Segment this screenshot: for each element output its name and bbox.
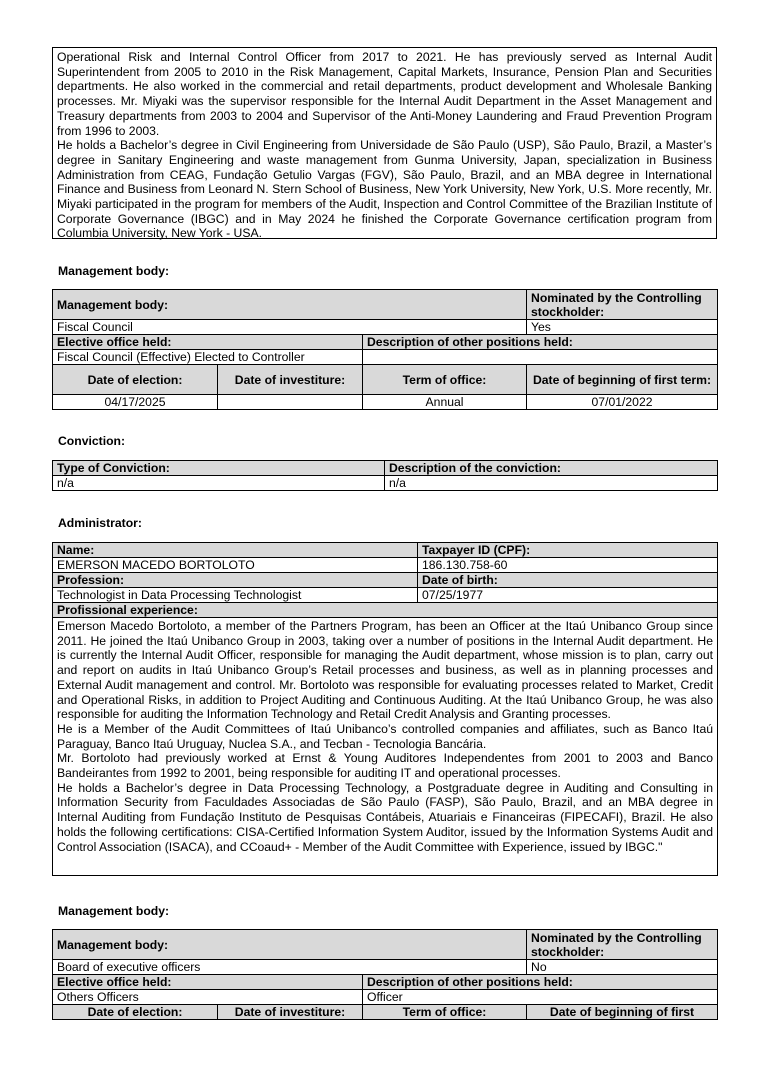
term-of-office-2-header: Term of office: bbox=[363, 1005, 527, 1020]
conviction-type-header: Type of Conviction: bbox=[53, 461, 385, 476]
management-body-2-value: Board of executive officers bbox=[53, 960, 527, 975]
administrator-table bbox=[52, 542, 718, 876]
other-positions-2-value: Officer bbox=[363, 990, 718, 1005]
elective-office-header: Elective office held: bbox=[53, 335, 363, 350]
management-body-2-header: Management body: bbox=[53, 930, 527, 960]
investiture-date-header: Date of investiture: bbox=[218, 365, 363, 395]
management-body-value: Fiscal Council bbox=[53, 320, 527, 335]
profession-value: Technologist in Data Processing Technologist bbox=[53, 588, 418, 603]
experience-paragraph-2: He is a Member of the Audit Committees of Itaú Unibanco’s controlled companies and affiliates, such as Banco Itaú Paraguay, Banco Itaú Uruguay, Nuclea S.A., and Tecban - Tecnologia Bancária. bbox=[57, 721, 713, 751]
experience-header: Profissional experience: bbox=[53, 603, 718, 618]
management-body-2-section-title: Management body: bbox=[58, 904, 170, 918]
investiture-date-value bbox=[218, 395, 363, 410]
conviction-description-header: Description of the conviction: bbox=[385, 461, 718, 476]
experience-paragraph-1: Emerson Macedo Bortoloto, a member of the Partners Program, has been an Officer at the Itaú Unibanco Group since 2011. He joined the Itaú Unibanco Group in 2003, taking over a number of positions in the Internal Audit department. He is currently the Internal Audit Officer, responsible for managing the Audit department, whose mission is to plan, carry out and report on audits in Itaú Unibanco Group’s Retail processes and business, as well as in planning processes and External Audit management and control. Mr. Bortoloto was responsible for evaluating processes related to Market, Credit and Operational Risks, in addition to Project Auditing and Continuous Auditing. At the Itaú Unibanco Group, he was also responsible for auditing the Information Technology and Retail Credit Analysis and Granting processes. bbox=[57, 619, 713, 722]
conviction-table bbox=[52, 460, 718, 491]
nominated-value: Yes bbox=[527, 320, 718, 335]
management-body-section-title: Management body: bbox=[58, 264, 170, 278]
other-positions-2-header: Description of other positions held: bbox=[363, 975, 718, 990]
management-body-table bbox=[52, 289, 718, 410]
other-positions-value bbox=[363, 350, 718, 365]
elective-office-2-value: Others Officers bbox=[53, 990, 363, 1005]
elective-office-2-header: Elective office held: bbox=[53, 975, 363, 990]
conviction-type-value: n/a bbox=[53, 476, 385, 491]
name-value: EMERSON MACEDO BORTOLOTO bbox=[53, 558, 418, 573]
conviction-section-title: Conviction: bbox=[58, 434, 126, 448]
election-date-2-header: Date of election: bbox=[53, 1005, 218, 1020]
administrator-section-title: Administrator: bbox=[58, 516, 142, 530]
nominated-2-value: No bbox=[527, 960, 718, 975]
elective-office-value: Fiscal Council (Effective) Elected to Controller bbox=[53, 350, 363, 365]
cpf-value: 186.130.758-60 bbox=[418, 558, 718, 573]
term-of-office-header: Term of office: bbox=[363, 365, 527, 395]
nominated-2-header: Nominated by the Controlling stockholder: bbox=[527, 930, 718, 960]
election-date-header: Date of election: bbox=[53, 365, 218, 395]
experience-paragraph-4: He holds a Bachelor’s degree in Data Processing Technology, a Postgraduate degree in Auditing and Consulting in Information Security from Faculdades Associadas de São Paulo (FASP), São Paulo, Brazil, and an MBA degree in Internal Auditing from Fundação Instituto de Pesquisas Contábeis, Atuariais e Financeiras (FIPECAFI), Brazil. He also holds the following certifications: CISA-Certified Information System Auditor, issued by the Information Systems Audit and Control Association (ISACA), and CCoaud+ - Member of the Audit Committee with Experience, issued by IBGC." bbox=[57, 780, 713, 854]
bio-paragraph-1: Operational Risk and Internal Control Officer from 2017 to 2021. He has previously served as Internal Audit Superintendent from 2005 to 2010 in the Risk Management, Capital Markets, Insurance, Pension Plan and Securities departments. He also worked in the commercial and retail departments, product development and Wholesale Banking processes. Mr. Miyaki was the supervisor responsible for the Internal Audit Department in the Asset Management and Treasury departments from 2003 to 2004 and Supervisor of the Anti-Money Laundering and Fraud Prevention Program from 1996 to 2003. bbox=[57, 50, 712, 138]
first-term-value: 07/01/2022 bbox=[527, 395, 718, 410]
previous-bio-box bbox=[52, 47, 717, 239]
other-positions-header: Description of other positions held: bbox=[363, 335, 718, 350]
cpf-header: Taxpayer ID (CPF): bbox=[418, 543, 718, 558]
term-of-office-value: Annual bbox=[363, 395, 527, 410]
experience-text bbox=[53, 618, 718, 876]
first-term-2-header: Date of beginning of first bbox=[527, 1005, 718, 1020]
nominated-header: Nominated by the Controlling stockholder: bbox=[527, 290, 718, 320]
bio-paragraph-2: He holds a Bachelor’s degree in Civil Engineering from Universidade de São Paulo (USP), São Paulo, Brazil, a Master’s degree in Sanitary Engineering and waste management from Gunma University, Japan, specialization in Business Administration from CEAG, Fundação Getulio Vargas (FGV), São Paulo, Brazil, and an MBA degree in International Finance and Business from Leonard N. Stern School of Business, New York University, New York, U.S. More recently, Mr. Miyaki participated in the program for members of the Audit, Inspection and Control Committee of the Brazilian Institute of Corporate Governance (IBGC) and in May 2024 he finished the Corporate Governance certification program from Columbia University, New York - USA. bbox=[57, 138, 712, 241]
election-date-value: 04/17/2025 bbox=[53, 395, 218, 410]
experience-paragraph-3: Mr. Bortoloto had previously worked at Ernst & Young Auditores Independentes from 2001 to 2003 and Banco Bandeirantes from 1992 to 2001, being responsible for auditing IT and operational processes. bbox=[57, 751, 713, 781]
profession-header: Profession: bbox=[53, 573, 418, 588]
conviction-description-value: n/a bbox=[385, 476, 718, 491]
birth-date-header: Date of birth: bbox=[418, 573, 718, 588]
investiture-date-2-header: Date of investiture: bbox=[218, 1005, 363, 1020]
management-body-header: Management body: bbox=[53, 290, 527, 320]
name-header: Name: bbox=[53, 543, 418, 558]
first-term-header: Date of beginning of first term: bbox=[527, 365, 718, 395]
management-body-2-table bbox=[52, 929, 718, 1020]
birth-date-value: 07/25/1977 bbox=[418, 588, 718, 603]
